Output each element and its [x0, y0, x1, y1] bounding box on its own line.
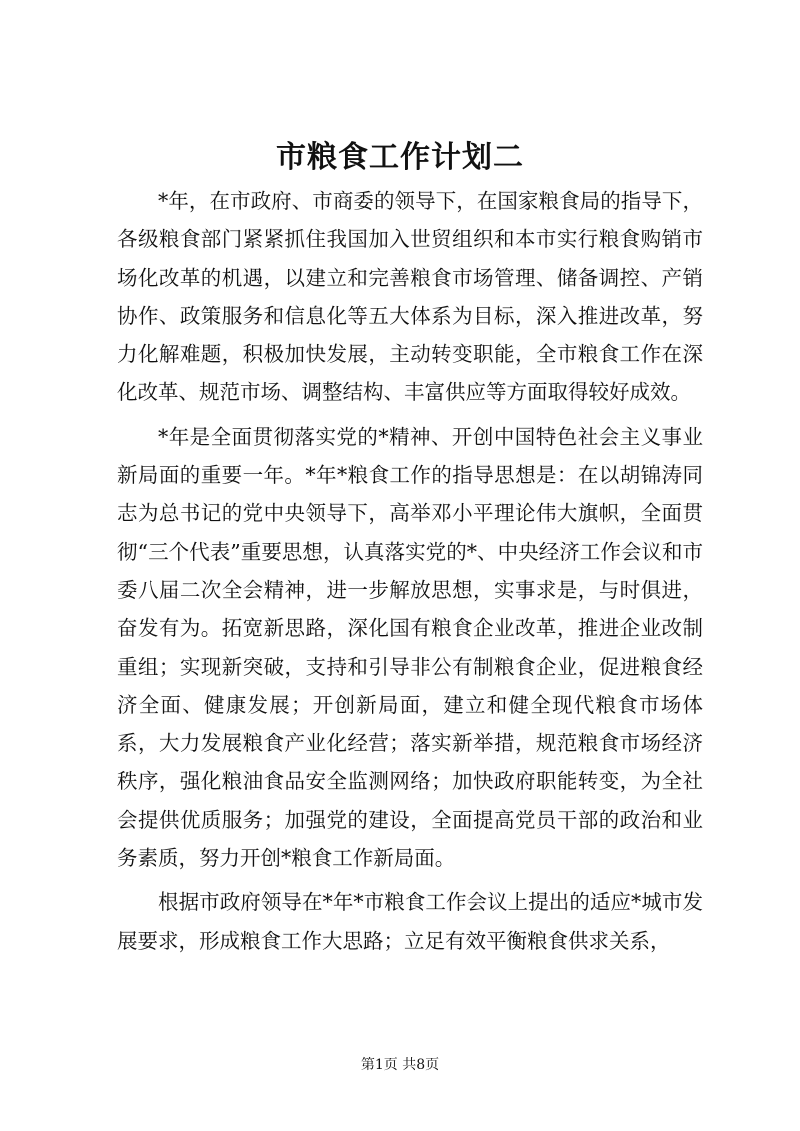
- document-body: [117, 182, 703, 966]
- page-number-footer: 第1页 共8页: [360, 1057, 440, 1073]
- document-title: 市粮食工作计划二: [276, 140, 524, 175]
- paragraph: *年，在市政府、市商委的领导下，在国家粮食局的指导下，各级粮食部门紧紧抓住我国加入世贸组织和本市实行粮食购销市场化改革的机遇，以建立和完善粮食市场管理、储备调控、产销协作、政策服务和信息化等五大体系为目标，深入推进改革，努力化解难题，积极加快发展，主动转变职能，全市粮食工作在深化改革、规范市场、调整结构、丰富供应等方面取得较好成效。: [117, 189, 703, 405]
- paragraph: 根据市政府领导在*年*市粮食工作会议上提出的适应*城市发展要求，形成粮食工作大思路；立足有效平衡粮食供求关系，: [117, 890, 703, 953]
- paragraph: *年是全面贯彻落实党的*精神、开创中国特色社会主义事业新局面的重要一年。*年*粮食工作的指导思想是：在以胡锦涛同志为总书记的党中央领导下，高举邓小平理论伟大旗帜，全面贯彻“三个代表”重要思想，认真落实党的*、中央经济工作会议和市委八届二次全会精神，进一步解放思想，实事求是，与时俱进，奋发有为。拓宽新思路，深化国有粮食企业改革，推进企业改制重组；实现新突破，支持和引导非公有制粮食企业，促进粮食经济全面、健康发展；开创新局面，建立和健全现代粮食市场体系，大力发展粮食产业化经营；落实新举措，规范粮食市场经济秩序，强化粮油食品安全监测网络；加快政府职能转变，为全社会提供优质服务；加强党的建设，全面提高党员干部的政治和业务素质，努力开创*粮食工作新局面。: [117, 424, 703, 871]
